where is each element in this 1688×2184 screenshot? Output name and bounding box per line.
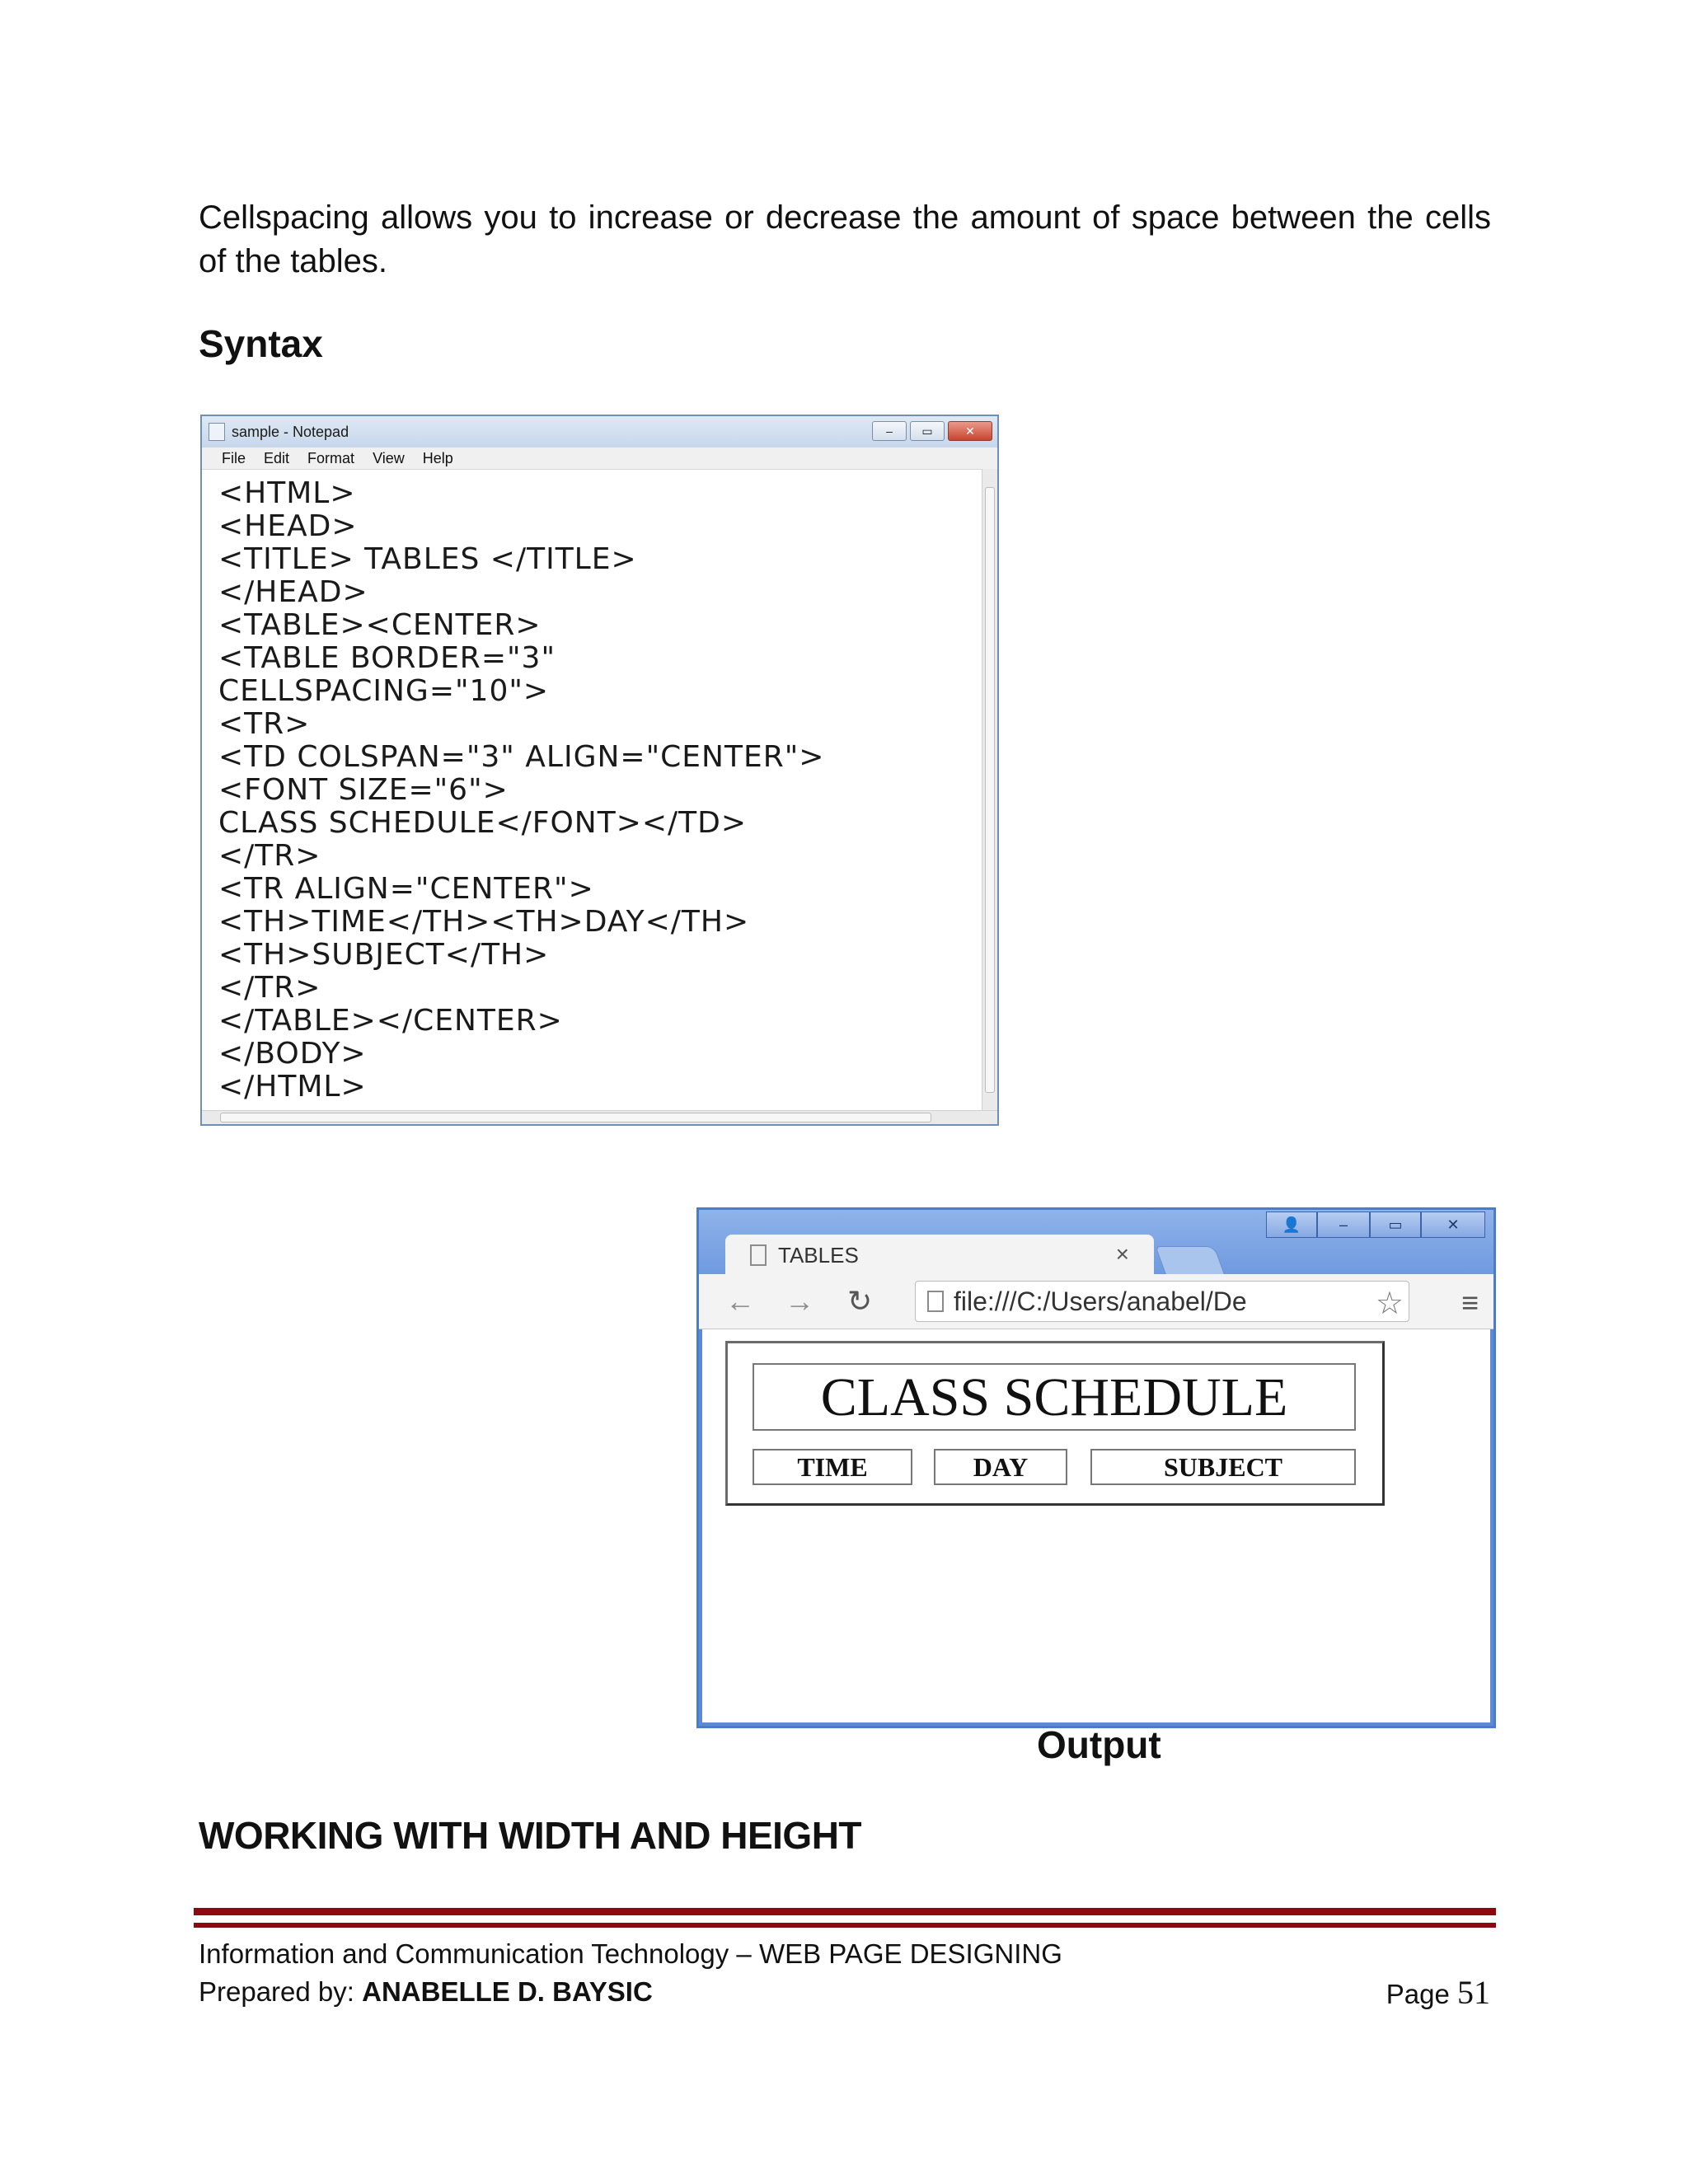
forward-arrow-icon[interactable]: → bbox=[785, 1284, 814, 1318]
author-name: ANABELLE D. BAYSIC bbox=[362, 1976, 653, 2007]
address-url: file:///C:/Users/anabel/De bbox=[954, 1286, 1247, 1316]
menu-help[interactable]: Help bbox=[422, 449, 453, 466]
maximize-icon[interactable]: ▭ bbox=[1370, 1212, 1421, 1238]
prepared-label: Prepared by: bbox=[199, 1976, 354, 2007]
page-label: Page bbox=[1386, 1979, 1450, 2009]
notepad-title: sample - Notepad bbox=[232, 423, 349, 440]
user-icon[interactable]: 👤 bbox=[1266, 1212, 1317, 1238]
browser-titlebar bbox=[699, 1210, 1493, 1274]
page-number-value: 51 bbox=[1457, 1974, 1490, 2011]
browser-toolbar bbox=[699, 1274, 1493, 1329]
tab-close-icon[interactable]: × bbox=[1115, 1241, 1129, 1267]
address-bar[interactable] bbox=[915, 1281, 1409, 1322]
browser-tab[interactable] bbox=[725, 1235, 1154, 1276]
notepad-menubar bbox=[202, 448, 997, 470]
tab-title: TABLES bbox=[778, 1242, 859, 1268]
new-tab-button[interactable] bbox=[1155, 1246, 1225, 1276]
menu-file[interactable]: File bbox=[222, 449, 246, 466]
notepad-window bbox=[200, 415, 999, 1126]
footer-course-line: Information and Communication Technology – WEB PAGE DESIGNING bbox=[199, 1938, 1062, 1969]
page-icon bbox=[750, 1244, 767, 1266]
reload-icon[interactable]: ↻ bbox=[847, 1284, 873, 1318]
browser-content bbox=[702, 1329, 1490, 1722]
notepad-code-area[interactable]: <HTML> <HEAD> <TITLE> TABLES </TITLE> </HEAD> <TABLE><CENTER> <TABLE BORDER="3" CELLSPACING="10"> <TR> <TD COLSPAN="3" ALIGN="CENTER"> <FONT SIZE="6"> CLASS SCHEDULE</FONT></TD> </TR> <TR ALIGN="CENTER"> <TH>TIME</TH><TH>DAY</TH> <TH>SUBJECT</TH> </TR> </TABLE></CENTER> </BODY> </HTML> bbox=[218, 476, 825, 1104]
header-subject: SUBJECT bbox=[1090, 1449, 1356, 1485]
footer-prepared-line bbox=[199, 1976, 653, 2008]
notepad-icon bbox=[209, 423, 225, 441]
header-day: DAY bbox=[934, 1449, 1067, 1485]
section-heading: WORKING WITH WIDTH AND HEIGHT bbox=[199, 1814, 862, 1857]
notepad-titlebar bbox=[202, 416, 997, 448]
minimize-icon[interactable]: – bbox=[1317, 1212, 1370, 1238]
menu-edit[interactable]: Edit bbox=[264, 449, 290, 466]
close-icon[interactable]: ✕ bbox=[948, 421, 992, 441]
output-caption: Output bbox=[1037, 1723, 1161, 1766]
schedule-table bbox=[725, 1341, 1385, 1506]
maximize-icon[interactable]: ▭ bbox=[910, 421, 945, 441]
page-number bbox=[1386, 1973, 1490, 2012]
browser-window bbox=[696, 1207, 1496, 1728]
footer-rule-thick bbox=[194, 1908, 1496, 1915]
menu-view[interactable]: View bbox=[373, 449, 405, 466]
back-arrow-icon[interactable]: ← bbox=[725, 1284, 755, 1318]
minimize-icon[interactable]: – bbox=[872, 421, 907, 441]
menu-icon[interactable]: ≡ bbox=[1461, 1286, 1479, 1319]
horizontal-scrollbar[interactable] bbox=[202, 1110, 997, 1124]
bookmark-star-icon[interactable]: ☆ bbox=[1375, 1286, 1404, 1321]
intro-paragraph: Cellspacing allows you to increase or decrease the amount of space between the cells of the tables. bbox=[199, 199, 1491, 279]
footer-rule-thin bbox=[194, 1923, 1496, 1928]
vertical-scrollbar[interactable] bbox=[982, 469, 997, 1111]
table-title-cell: CLASS SCHEDULE bbox=[753, 1363, 1356, 1431]
menu-format[interactable]: Format bbox=[307, 449, 355, 466]
syntax-heading: Syntax bbox=[199, 322, 323, 365]
browser-window-controls bbox=[1266, 1212, 1485, 1238]
page-icon bbox=[927, 1291, 944, 1312]
notepad-window-controls bbox=[872, 421, 992, 441]
header-time: TIME bbox=[753, 1449, 912, 1485]
close-icon[interactable]: ✕ bbox=[1421, 1212, 1485, 1238]
